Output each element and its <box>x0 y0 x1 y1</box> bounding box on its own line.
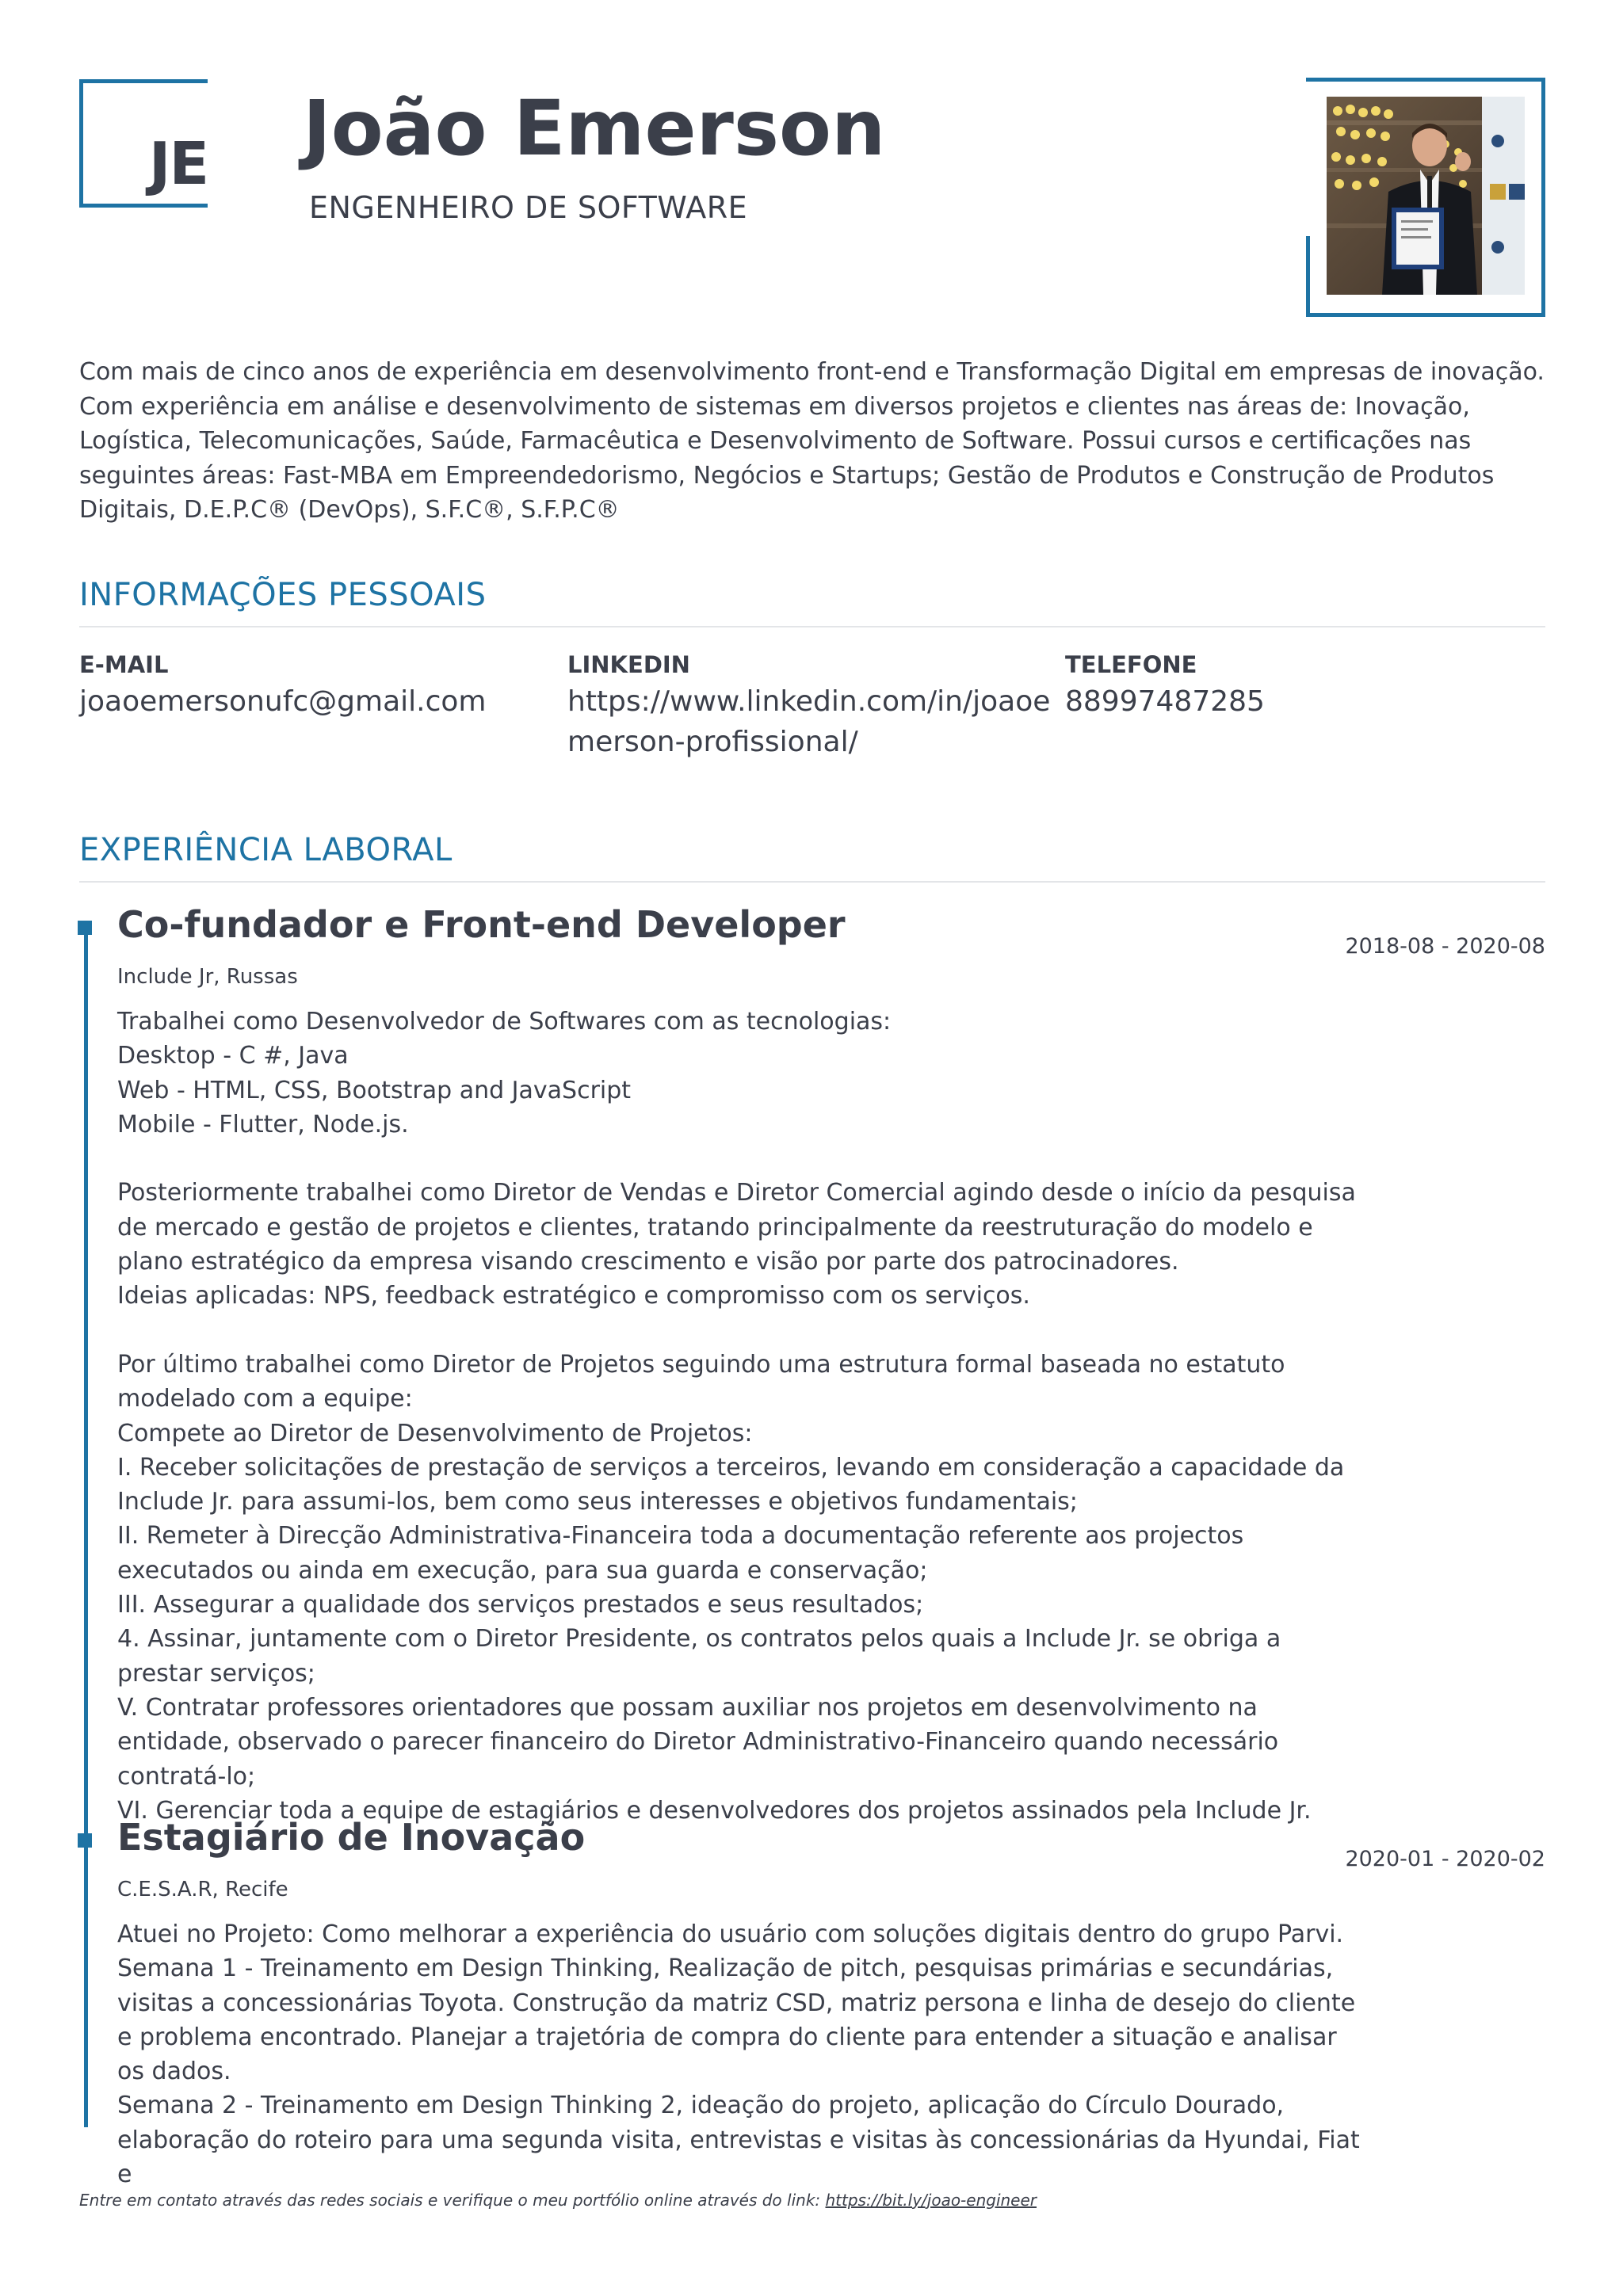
job-description-line: Mobile - Flutter, Node.js. <box>117 1110 409 1138</box>
job-description-line: Por último trabalhei como Diretor de Projetos seguindo uma estrutura formal baseada no estatuto modelado com a equipe: <box>117 1350 1285 1413</box>
job-description-line: Compete ao Diretor de Desenvolvimento de Projetos: <box>117 1419 753 1447</box>
job-description-line: I. Receber solicitações de prestação de serviços a terceiros, levando em consideração a capacidade da Include Jr. para assumi-los, bem como seus interesses e objetivos fundamentais; <box>117 1453 1345 1516</box>
linkedin-value[interactable] <box>567 681 1050 762</box>
phone-label: TELEFONE <box>1065 651 1197 678</box>
section-title-personal-info: INFORMAÇÕES PESSOAIS <box>79 577 487 613</box>
job-description-line: Ideias aplicadas: NPS, feedback estratégico e compromisso com os serviços. <box>117 1282 1030 1310</box>
profile-photo-frame <box>1306 78 1545 317</box>
section-divider <box>79 626 1545 627</box>
footer-text: Entre em contato através das redes sociais e verifique o meu portfólio online através do link: <box>79 2191 826 2210</box>
job-description-line: Semana 1 - Treinamento em Design Thinking, Realização de pitch, pesquisas primárias e secundárias, visitas a concessionárias Toyota. Construção da matriz CSD, matriz persona e linha de desejo do cliente e problema encontrado. Planejar a trajetória de compra do cliente para entender a situação e analisar os dados. <box>117 1955 1356 2086</box>
timeline-line <box>84 923 88 2127</box>
job-role: Estagiário de Inovação <box>117 1816 586 1859</box>
job-description-line: Posteriormente trabalhei como Diretor de Vendas e Diretor Comercial agindo desde o início da pesquisa de mercado e gestão de projetos e clientes, tratando principalmente da reestruturação do modelo e plano estratégico da empresa visando crescimento e visão por parte dos patrocinadores. <box>117 1179 1356 1276</box>
frame-border-top <box>1306 78 1545 82</box>
job-description-line: III. Assegurar a qualidade dos serviços prestados e seus resultados; <box>117 1591 924 1619</box>
frame-border-bottom <box>79 204 208 208</box>
job-role: Co-fundador e Front-end Developer <box>117 903 846 946</box>
frame-border-left <box>79 79 83 208</box>
job-description-line: V. Contratar professores orientadores que possam auxiliar nos projetos em desenvolvimento na entidade, observado o parecer financeiro do Diretor Administrativo-Financeiro quando necessário contratá-lo; <box>117 1693 1279 1791</box>
job-description-line: Trabalhei como Desenvolvedor de Softwares com as tecnologias: <box>117 1008 892 1035</box>
job-company: Include Jr, Russas <box>117 965 298 989</box>
job-description-line: VI. Gerenciar toda a equipe de estagiários e desenvolvedores dos projetos assinados pela Include Jr. <box>117 1796 1312 1825</box>
linkedin-url-line: https://www.linkedin.com/in/joaoe <box>567 685 1051 718</box>
profile-summary: Com mais de cinco anos de experiência em desenvolvimento front-end e Transformação Digital em empresas de inovação. Com experiência em análise e desenvolvimento de sistemas em diversos projetos e clientes nas áreas de: Inovação, Logística, Telecomunicações, Saúde, Farmacêutica e Desenvolvimento de Software. Possui cursos e certificações nas seguintes áreas: Fast-MBA em Empreendedorismo, Negócios e Startups; Gestão de Produtos e Construção de Produtos Digitais, D.E.P.C® (DevOps), S.F.C®, S.F.P.C® <box>79 358 1545 524</box>
timeline-marker <box>78 1833 92 1848</box>
profile-photo-image <box>1327 97 1525 295</box>
frame-border-top <box>79 79 208 83</box>
job-dates: 2020-01 - 2020-02 <box>1345 1847 1545 1871</box>
portfolio-link[interactable]: https://bit.ly/joao-engineer <box>825 2191 1037 2210</box>
frame-border-bottom <box>1306 313 1545 317</box>
job-company: C.E.S.A.R, Recife <box>117 1878 288 1901</box>
phone-value: 88997487285 <box>1065 685 1265 718</box>
candidate-title: ENGENHEIRO DE SOFTWARE <box>309 190 748 225</box>
job-description-line: Desktop - C #, Java <box>117 1042 349 1070</box>
profile-photo <box>1327 97 1525 295</box>
linkedin-url-line: merson-profissional/ <box>567 726 858 758</box>
job-description-line: Atuei no Projeto: Como melhorar a experiência do usuário com soluções digitais dentro do grupo Parvi. <box>117 1920 1344 1948</box>
footer-note <box>79 2191 1037 2210</box>
job-description <box>117 1005 1361 1828</box>
monogram: JE <box>148 130 208 198</box>
email-value[interactable]: joaoemersonufc@gmail.com <box>79 685 487 718</box>
timeline-marker <box>78 921 92 935</box>
job-dates: 2018-08 - 2020-08 <box>1345 934 1545 959</box>
job-description-line: Web - HTML, CSS, Bootstrap and JavaScript <box>117 1076 632 1104</box>
job-description <box>117 1917 1361 2189</box>
section-title-experience: EXPERIÊNCIA LABORAL <box>79 832 453 868</box>
email-label: E-MAIL <box>79 651 169 678</box>
job-description-line: Semana 2 - Treinamento em Design Thinking 2, ideação do projeto, aplicação do Círculo Dourado, elaboração do roteiro para uma segunda visita, entrevistas e visitas às concessionárias da Hyundai, Fiat e <box>117 2092 1360 2189</box>
frame-border-right <box>1541 78 1545 317</box>
job-description-line: II. Remeter à Direcção Administrativa-Financeira toda a documentação referente aos projectos executados ou ainda em execução, para sua guarda e conservação; <box>117 1522 1244 1585</box>
section-divider <box>79 881 1545 883</box>
paragraph-gap <box>117 1314 1361 1348</box>
job-description-line: 4. Assinar, juntamente com o Diretor Presidente, os contratos pelos quais a Include Jr. se obriga a prestar serviços; <box>117 1625 1281 1688</box>
paragraph-gap <box>117 1142 1361 1176</box>
monogram-frame <box>79 79 208 208</box>
linkedin-label: LINKEDIN <box>567 651 690 678</box>
candidate-name: João Emerson <box>303 84 886 173</box>
frame-border-left <box>1306 236 1310 317</box>
